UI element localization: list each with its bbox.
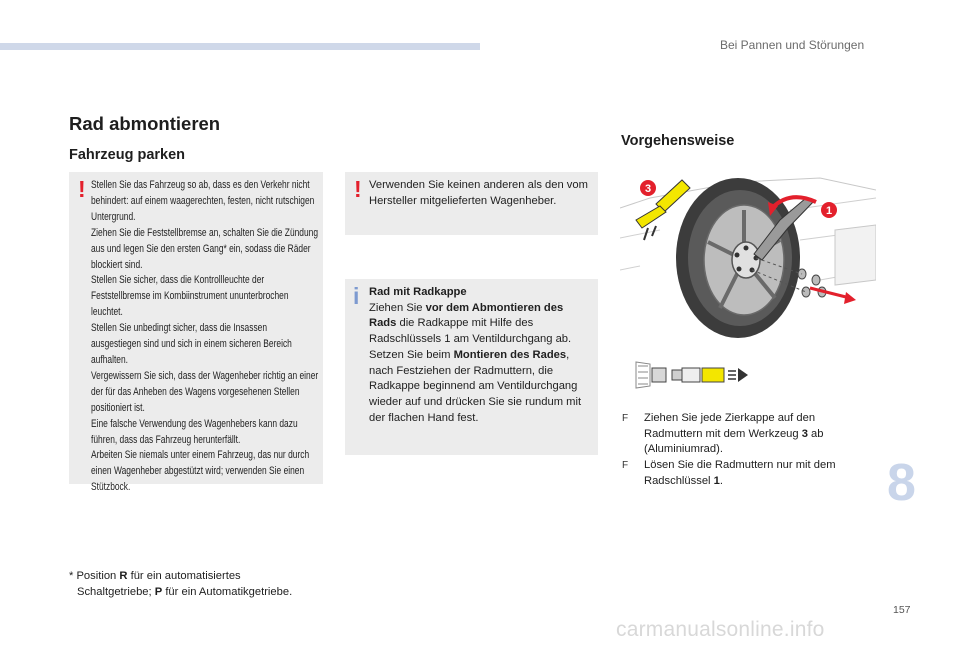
footnote-star: * xyxy=(69,570,74,582)
warning-box-jack xyxy=(345,172,598,235)
footnote-bold: R xyxy=(119,570,128,582)
step-text: Ziehen Sie jede Zierkappe auf den Radmuttern mit dem Werkzeug xyxy=(644,412,816,440)
info-text-bold: Montieren des Rades xyxy=(453,348,567,361)
step-text: . xyxy=(719,474,723,487)
section-title: Bei Pannen und Störungen xyxy=(720,38,865,52)
info-text-part: Ziehen Sie xyxy=(369,301,426,314)
wheel-removal-illustration xyxy=(620,170,876,345)
info-icon: i xyxy=(353,283,360,309)
step-text: ab (Aluminiumrad). xyxy=(644,427,824,456)
step-text: Lösen Sie die Radmuttern nur mit dem Radschlüssel xyxy=(644,459,836,487)
warning-icon: ! xyxy=(78,176,86,202)
step-item xyxy=(621,458,861,489)
warning-paragraph: Stellen Sie sicher, dass die Kontrollleuchte der Feststellbremse im Kombiinstrument ununterbrochen leuchtet. xyxy=(91,274,289,319)
page-title: Rad abmontieren xyxy=(69,113,221,134)
step-item xyxy=(621,411,861,458)
step-text-bold: 3 xyxy=(801,427,808,440)
warning-paragraph: Stellen Sie unbedingt sicher, dass die Insassen ausgestiegen sind und sich in einem sicheren Bereich aufhalten. xyxy=(91,322,292,366)
info-text-bold: vor dem Abmontieren des Rads xyxy=(369,301,564,330)
warning-text xyxy=(91,178,319,496)
callout-label: 3 xyxy=(644,183,652,195)
footnote-text: Schaltgetriebe; xyxy=(77,585,155,598)
header-bar xyxy=(0,43,480,50)
info-box-hubcap xyxy=(345,279,598,455)
warning-paragraph: Arbeiten Sie niemals unter einem Fahrzeug, das nur durch einen Wagenheber abgestützt wird; verwenden Sie einen Stützbock. xyxy=(91,449,310,494)
callout-label: 1 xyxy=(825,205,833,217)
info-heading: Rad mit Radkappe xyxy=(369,286,467,298)
step-text-bold: 1 xyxy=(713,474,720,487)
checkbox-bullet-icon: F xyxy=(622,460,629,472)
warning-box-parking xyxy=(69,172,323,494)
chapter-number: 8 xyxy=(887,454,916,512)
footnote-text: Position xyxy=(76,570,120,582)
warning-paragraph: Stellen Sie das Fahrzeug so ab, dass es den Verkehr nicht behindert: auf einem waagerechten, festen, nicht rutschigen Untergrund. xyxy=(91,179,315,223)
warning-jack-text: Verwenden Sie keinen anderen als den vom Hersteller mitgelieferten Wagenheber. xyxy=(369,179,588,207)
tool-on-nut-illustration xyxy=(632,356,750,392)
subtitle-procedure: Vorgehensweise xyxy=(621,133,735,149)
warning-paragraph: Ziehen Sie die Feststellbremse an, schalten Sie die Zündung aus und legen Sie den ersten Gang* ein, sodass die Räder blockiert sind. xyxy=(91,226,319,271)
footnote-bold: P xyxy=(154,585,163,598)
subtitle-parking: Fahrzeug parken xyxy=(69,147,186,163)
footnote-text: für ein Automatikgetriebe. xyxy=(162,585,293,598)
checkbox-bullet-icon: F xyxy=(622,413,629,424)
warning-icon: ! xyxy=(354,176,362,202)
page-number: 157 xyxy=(893,604,911,616)
footnote-text: für ein automatisiertes xyxy=(127,570,241,582)
procedure-steps xyxy=(621,411,861,490)
info-text xyxy=(369,285,592,426)
info-text-part: die Radkappe mit Hilfe des Radschlüssels 1 am Ventildurchgang ab. Setzen Sie beim xyxy=(369,317,572,361)
watermark: carmanualsonline.info xyxy=(616,618,825,641)
warning-paragraph: Vergewissern Sie sich, dass der Wagenheber richtig an einer der für das Anheben des Wagens vorgesehenen Stellen positioniert ist. xyxy=(91,369,319,414)
footnote xyxy=(69,569,292,600)
info-text-part: , nach Festziehen der Radmuttern, die Radkappe beginnend am Ventildurchgang wieder auf und drücken Sie sie rundum mit der flachen Hand fest. xyxy=(369,348,582,424)
warning-paragraph: Eine falsche Verwendung des Wagenhebers kann dazu führen, dass das Fahrzeug herunterfällt. xyxy=(91,417,298,446)
